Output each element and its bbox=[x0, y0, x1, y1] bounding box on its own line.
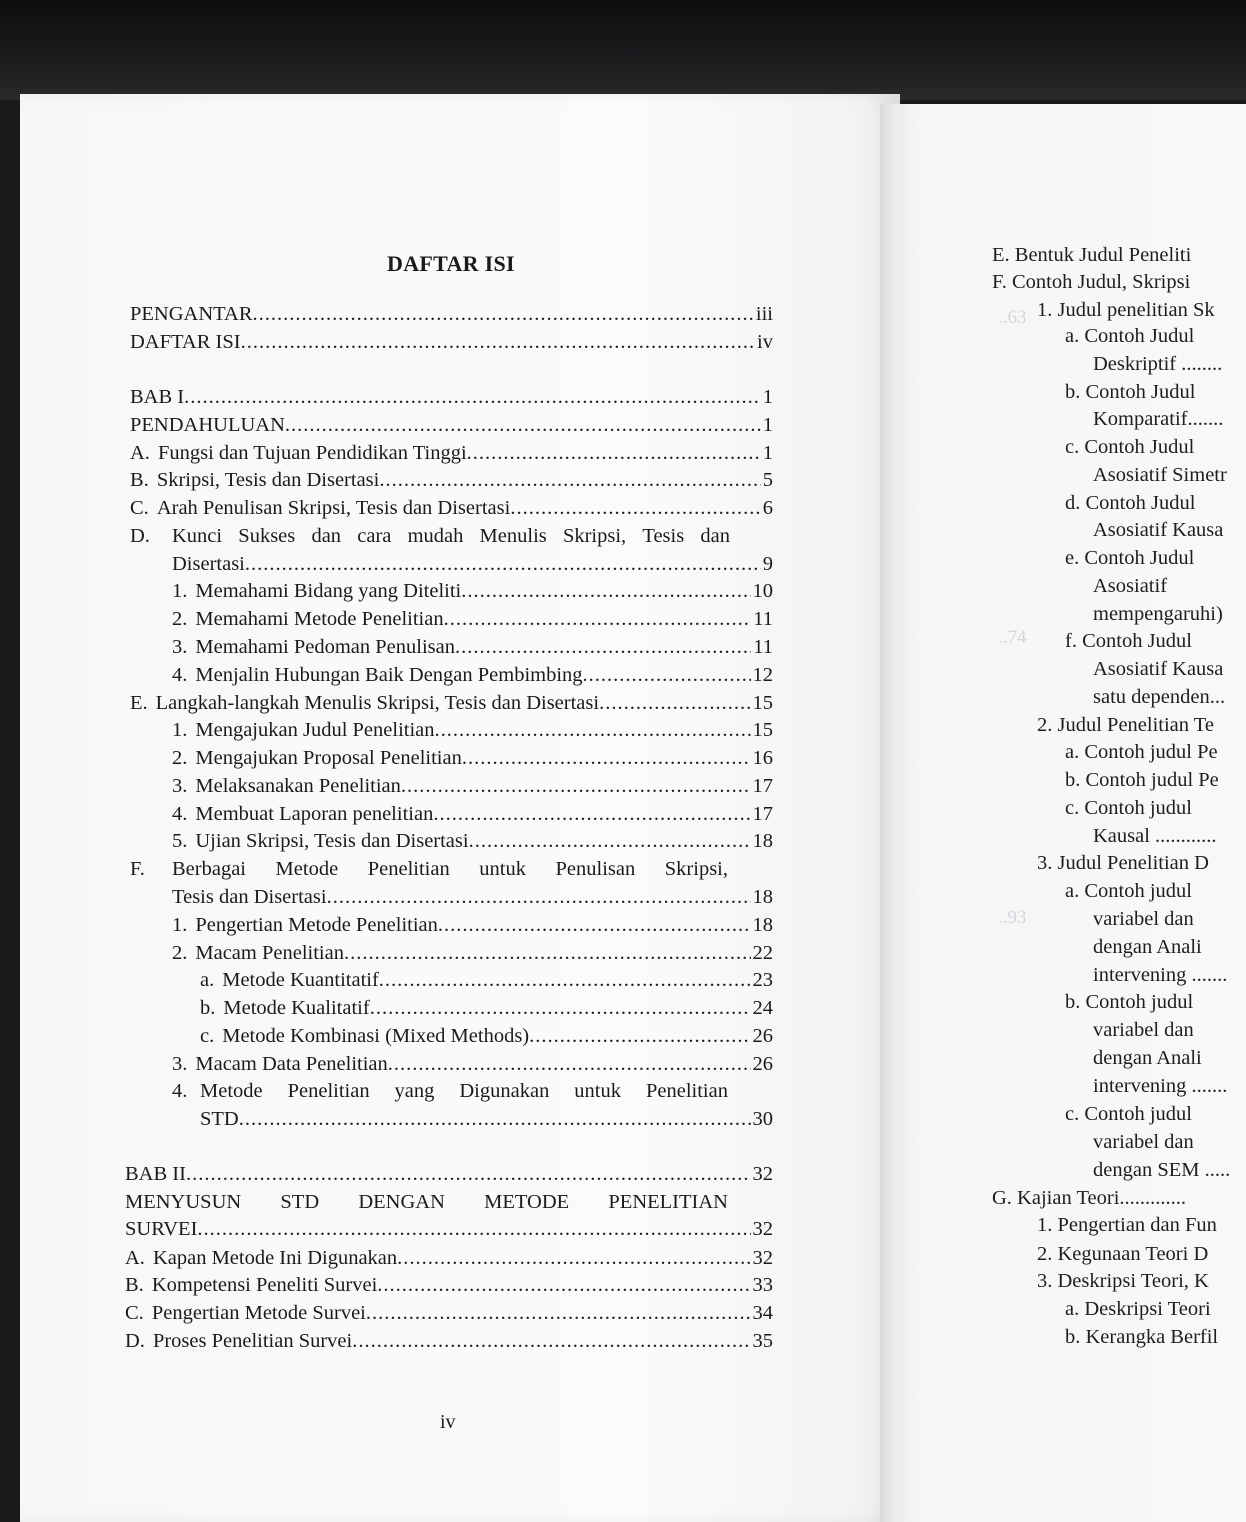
toc-entry-label: 2. bbox=[172, 608, 188, 630]
toc-entry-label: 3. bbox=[172, 775, 188, 797]
toc-entry-label: B. bbox=[130, 469, 149, 491]
toc-entry-text: Disertasi bbox=[172, 553, 245, 575]
toc-entry bbox=[130, 855, 728, 883]
toc-entry bbox=[130, 383, 773, 411]
right-page-line: 2. Kegunaan Teori D bbox=[1037, 1243, 1209, 1265]
toc-entry-text: Metode Kuantitatif bbox=[222, 969, 379, 991]
toc-entry-page: 18 bbox=[752, 914, 773, 936]
toc-entry-text: Melaksanakan Penelitian bbox=[195, 775, 401, 797]
toc-entry-text: DAFTAR ISI bbox=[130, 331, 241, 353]
toc-entry bbox=[125, 1244, 773, 1272]
right-page-line: F. Contoh Judul, Skripsi bbox=[992, 271, 1191, 293]
toc-entry-label: 3. bbox=[172, 1053, 188, 1075]
toc-leader-dots bbox=[510, 494, 760, 522]
toc-entry-label: 2. bbox=[172, 747, 188, 769]
right-page-line: dengan Anali bbox=[1093, 936, 1202, 958]
toc-leader-dots bbox=[184, 383, 761, 411]
toc-entry-page: 16 bbox=[752, 747, 773, 769]
toc-entry bbox=[172, 939, 773, 967]
right-page-line: dengan SEM ..... bbox=[1093, 1159, 1231, 1181]
toc-entry-text: PENDAHULUAN bbox=[130, 414, 285, 436]
toc-leader-dots bbox=[397, 1244, 750, 1272]
toc-entry-page: 30 bbox=[752, 1108, 773, 1130]
toc-entry-text: Skripsi, Tesis dan Disertasi bbox=[156, 469, 380, 491]
toc-leader-dots bbox=[366, 1299, 751, 1327]
toc-entry bbox=[172, 772, 773, 800]
toc-entry-label: c. bbox=[200, 1025, 215, 1047]
toc-entry bbox=[172, 1077, 728, 1105]
toc-entry-label: 2. bbox=[172, 942, 188, 964]
toc-leader-dots bbox=[401, 772, 751, 800]
toc-entry bbox=[130, 439, 773, 467]
toc-entry bbox=[172, 633, 773, 661]
right-page-line: b. Contoh judul Pe bbox=[1065, 769, 1219, 791]
toc-entry-page: 26 bbox=[752, 1053, 773, 1075]
toc-entry-page: iii bbox=[755, 303, 773, 325]
toc-entry-page: 17 bbox=[752, 803, 773, 825]
right-page-line: dengan Anali bbox=[1093, 1047, 1202, 1069]
toc-entry-text: Arah Penulisan Skripsi, Tesis dan Disertasi bbox=[156, 497, 511, 519]
toc-entry-label: C. bbox=[130, 497, 149, 519]
toc-entry-label: E. bbox=[130, 692, 148, 714]
scanner-top-band bbox=[0, 0, 1246, 100]
toc-entry-text: Pengertian Metode Penelitian bbox=[195, 914, 438, 936]
toc-entry-label: 4. bbox=[172, 803, 188, 825]
toc-entry bbox=[130, 411, 773, 439]
toc-entry-label: B. bbox=[125, 1274, 144, 1296]
toc-entry-text: Mengajukan Judul Penelitian bbox=[195, 719, 435, 741]
toc-entry-text: MENYUSUN STD DENGAN METODE PENELITIAN bbox=[125, 1191, 728, 1213]
toc-entry-label: F. bbox=[130, 858, 145, 880]
toc-entry-text: Kompetensi Peneliti Survei bbox=[151, 1274, 378, 1296]
toc-entry bbox=[172, 744, 773, 772]
toc-entry-page: 11 bbox=[753, 608, 773, 630]
toc-entry bbox=[130, 466, 773, 494]
toc-entry bbox=[200, 1022, 773, 1050]
toc-entry-text: Memahami Bidang yang Diteliti bbox=[195, 580, 462, 602]
right-page-line: satu dependen... bbox=[1093, 686, 1226, 708]
right-page-line: b. Kerangka Berfil bbox=[1065, 1326, 1219, 1348]
right-page-line: a. Contoh judul bbox=[1065, 880, 1192, 902]
toc-entry-text: BAB I bbox=[130, 386, 185, 408]
right-page-line: E. Bentuk Judul Peneliti bbox=[992, 244, 1192, 266]
toc-entry-text: Membuat Laporan penelitian bbox=[195, 803, 434, 825]
right-page-line: intervening ....... bbox=[1093, 964, 1228, 986]
toc-entry bbox=[125, 1299, 773, 1327]
toc-leader-dots bbox=[435, 716, 751, 744]
toc-entry-page: 22 bbox=[752, 942, 773, 964]
toc-entry-text: Memahami Pedoman Penulisan bbox=[195, 636, 455, 658]
toc-entry bbox=[172, 883, 773, 911]
toc-entry-label: 3. bbox=[172, 636, 188, 658]
toc-entry bbox=[130, 328, 773, 356]
right-page-line: c. Contoh Judul bbox=[1065, 436, 1195, 458]
right-page-line: c. Contoh judul bbox=[1065, 1103, 1192, 1125]
toc-entry-text: Mengajukan Proposal Penelitian bbox=[195, 747, 462, 769]
toc-entry-label: A. bbox=[125, 1247, 145, 1269]
right-page-line: b. Contoh judul bbox=[1065, 991, 1194, 1013]
right-page-line: Asosiatif Kausa bbox=[1093, 519, 1224, 541]
toc-leader-dots bbox=[529, 1022, 750, 1050]
toc-entry bbox=[200, 1105, 773, 1133]
toc-leader-dots bbox=[455, 633, 751, 661]
right-page-line: 3. Judul Penelitian D bbox=[1037, 852, 1209, 874]
toc-entry-page: 34 bbox=[752, 1302, 773, 1324]
toc-leader-dots bbox=[433, 800, 750, 828]
toc-leader-dots bbox=[245, 550, 761, 578]
toc-leader-dots bbox=[186, 1160, 751, 1188]
toc-entry-text: Metode Kualitatif bbox=[223, 997, 370, 1019]
right-page-line: variabel dan bbox=[1093, 1019, 1194, 1041]
toc-entry bbox=[172, 605, 773, 633]
right-page-line: intervening ....... bbox=[1093, 1075, 1228, 1097]
right-page-line: a. Contoh Judul bbox=[1065, 325, 1195, 347]
toc-entry bbox=[200, 966, 773, 994]
right-page-line: Asosiatif bbox=[1093, 575, 1168, 597]
toc-leader-dots bbox=[469, 827, 751, 855]
toc-entry-page: 15 bbox=[752, 719, 773, 741]
toc-leader-dots bbox=[388, 1050, 751, 1078]
toc-leader-dots bbox=[467, 439, 761, 467]
toc-entry-text: Metode Kombinasi (Mixed Methods) bbox=[222, 1025, 530, 1047]
toc-entry bbox=[172, 800, 773, 828]
toc-entry bbox=[130, 300, 773, 328]
toc-entry bbox=[172, 827, 773, 855]
toc-entry bbox=[125, 1327, 773, 1355]
toc-entry-page: 17 bbox=[752, 775, 773, 797]
toc-entry bbox=[172, 550, 773, 578]
toc-entry-label: 1. bbox=[172, 914, 188, 936]
toc-entry-text: Kapan Metode Ini Digunakan bbox=[152, 1247, 398, 1269]
toc-entry-text: SURVEI bbox=[125, 1218, 198, 1240]
toc-entry-text: STD bbox=[200, 1108, 239, 1130]
toc-leader-dots bbox=[241, 328, 755, 356]
right-page-line: e. Contoh Judul bbox=[1065, 547, 1195, 569]
right-page-line: 3. Deskripsi Teori, K bbox=[1037, 1270, 1209, 1292]
right-page-line: b. Contoh Judul bbox=[1065, 381, 1196, 403]
right-page-line: G. Kajian Teori............. bbox=[992, 1187, 1187, 1209]
toc-entry bbox=[172, 1050, 773, 1078]
toc-entry-page: 6 bbox=[762, 497, 773, 519]
toc-entry bbox=[172, 577, 773, 605]
toc-entry-text: Langkah-langkah Menulis Skripsi, Tesis dan Disertasi bbox=[155, 692, 600, 714]
toc-entry-page: 1 bbox=[762, 442, 773, 464]
toc-entry bbox=[172, 911, 773, 939]
toc-entry-label: D. bbox=[130, 525, 150, 547]
page-title: DAFTAR ISI bbox=[387, 251, 515, 276]
toc-entry-page: 24 bbox=[752, 997, 773, 1019]
toc-entry-page: 5 bbox=[762, 469, 773, 491]
toc-entry-text: Fungsi dan Tujuan Pendidikan Tinggi bbox=[157, 442, 467, 464]
toc-entry-page: 18 bbox=[752, 830, 773, 852]
toc-entry-page: 32 bbox=[752, 1163, 773, 1185]
toc-entry-page: 23 bbox=[752, 969, 773, 991]
toc-entry-page: 15 bbox=[752, 692, 773, 714]
right-page-line: d. Contoh Judul bbox=[1065, 492, 1196, 514]
toc-entry bbox=[130, 522, 730, 550]
bleed-through-text: ..74 bbox=[998, 627, 1027, 648]
toc-entry-page: iv bbox=[757, 331, 773, 353]
toc-leader-dots bbox=[197, 1215, 750, 1243]
toc-entry bbox=[172, 716, 773, 744]
toc-leader-dots bbox=[377, 1271, 750, 1299]
toc-entry-text: Macam Penelitian bbox=[195, 942, 344, 964]
toc-leader-dots bbox=[461, 577, 750, 605]
toc-entry-text: Kunci Sukses dan cara mudah Menulis Skripsi, Tesis dan bbox=[172, 525, 730, 547]
toc-entry-label: 5. bbox=[172, 830, 188, 852]
bleed-through-text: ..93 bbox=[998, 907, 1027, 928]
toc-entry-label: b. bbox=[200, 997, 216, 1019]
toc-leader-dots bbox=[444, 605, 752, 633]
toc-entry-page: 32 bbox=[752, 1218, 773, 1240]
toc-leader-dots bbox=[583, 661, 751, 689]
toc-leader-dots bbox=[352, 1327, 750, 1355]
toc-entry-page: 1 bbox=[762, 386, 773, 408]
right-page-line: Deskriptif ........ bbox=[1093, 353, 1223, 375]
toc-entry-label: 1. bbox=[172, 719, 188, 741]
toc-entry-page: 35 bbox=[752, 1330, 773, 1352]
toc-leader-dots bbox=[462, 744, 751, 772]
toc-entry-page: 32 bbox=[752, 1247, 773, 1269]
toc-entry bbox=[130, 494, 773, 522]
toc-entry-text: Macam Data Penelitian bbox=[195, 1053, 388, 1075]
toc-entry-text: Menjalin Hubungan Baik Dengan Pembimbing bbox=[195, 664, 583, 686]
right-page-line: f. Contoh Judul bbox=[1065, 630, 1192, 652]
right-page-line: Kausal ............ bbox=[1093, 825, 1217, 847]
right-page-line: 2. Judul Penelitian Te bbox=[1037, 714, 1214, 736]
toc-entry-text: Metode Penelitian yang Digunakan untuk Penelitian bbox=[200, 1080, 728, 1102]
right-page-line: variabel dan bbox=[1093, 1131, 1194, 1153]
right-page-line: 1. Judul penelitian Sk bbox=[1037, 299, 1215, 321]
toc-entry-text: Berbagai Metode Penelitian untuk Penulisan Skripsi, bbox=[172, 858, 728, 880]
right-page-line: a. Deskripsi Teori bbox=[1065, 1298, 1211, 1320]
right-page-line: Komparatif....... bbox=[1093, 408, 1224, 430]
right-page-line: a. Contoh judul Pe bbox=[1065, 741, 1218, 763]
toc-leader-dots bbox=[344, 939, 751, 967]
toc-entry-label: a. bbox=[200, 969, 215, 991]
toc-entry-page: 26 bbox=[752, 1025, 773, 1047]
toc-entry bbox=[200, 994, 773, 1022]
toc-entry-text: Proses Penelitian Survei bbox=[152, 1330, 353, 1352]
bleed-through-text: ..63 bbox=[998, 307, 1027, 328]
toc-entry-page: 10 bbox=[752, 580, 773, 602]
toc-entry-text: Pengertian Metode Survei bbox=[151, 1302, 366, 1324]
toc-entry-page: 33 bbox=[752, 1274, 773, 1296]
right-page-line: 1. Pengertian dan Fun bbox=[1037, 1214, 1217, 1236]
toc-entry-page: 18 bbox=[752, 886, 773, 908]
toc-leader-dots bbox=[379, 966, 751, 994]
toc-entry-label: 4. bbox=[172, 664, 188, 686]
toc-entry-page: 12 bbox=[752, 664, 773, 686]
toc-leader-dots bbox=[379, 466, 760, 494]
toc-leader-dots bbox=[370, 994, 751, 1022]
toc-entry-label: A. bbox=[130, 442, 150, 464]
toc-entry-text: BAB II bbox=[125, 1163, 186, 1185]
toc-leader-dots bbox=[285, 411, 761, 439]
toc-entry bbox=[125, 1188, 728, 1216]
toc-leader-dots bbox=[327, 883, 751, 911]
toc-leader-dots bbox=[253, 300, 754, 328]
right-page-line: mempengaruhi) bbox=[1093, 603, 1223, 625]
toc-entry bbox=[172, 661, 773, 689]
toc-leader-dots bbox=[599, 689, 750, 717]
page-number: iv bbox=[440, 1411, 456, 1433]
toc-entry bbox=[130, 689, 773, 717]
right-page-line: Asosiatif Simetr bbox=[1093, 464, 1227, 486]
right-page-line: variabel dan bbox=[1093, 908, 1194, 930]
toc-entry-label: 1. bbox=[172, 580, 188, 602]
toc-entry-text: Ujian Skripsi, Tesis dan Disertasi bbox=[195, 830, 469, 852]
toc-leader-dots bbox=[239, 1105, 751, 1133]
toc-entry-text: Tesis dan Disertasi bbox=[172, 886, 327, 908]
toc-entry-page: 1 bbox=[762, 414, 773, 436]
toc-entry-text: Memahami Metode Penelitian bbox=[195, 608, 444, 630]
right-page-line: c. Contoh judul bbox=[1065, 797, 1192, 819]
toc-entry bbox=[125, 1271, 773, 1299]
toc-entry-page: 9 bbox=[762, 553, 773, 575]
toc-entry-page: 11 bbox=[753, 636, 773, 658]
toc-entry-label: 4. bbox=[172, 1080, 188, 1102]
toc-entry-text: PENGANTAR bbox=[130, 303, 253, 325]
toc-entry-label: D. bbox=[125, 1330, 145, 1352]
toc-entry-label: C. bbox=[125, 1302, 144, 1324]
toc-entry bbox=[125, 1160, 773, 1188]
toc-entry bbox=[125, 1215, 773, 1243]
right-page-line: Asosiatif Kausa bbox=[1093, 658, 1224, 680]
toc-leader-dots bbox=[438, 911, 751, 939]
